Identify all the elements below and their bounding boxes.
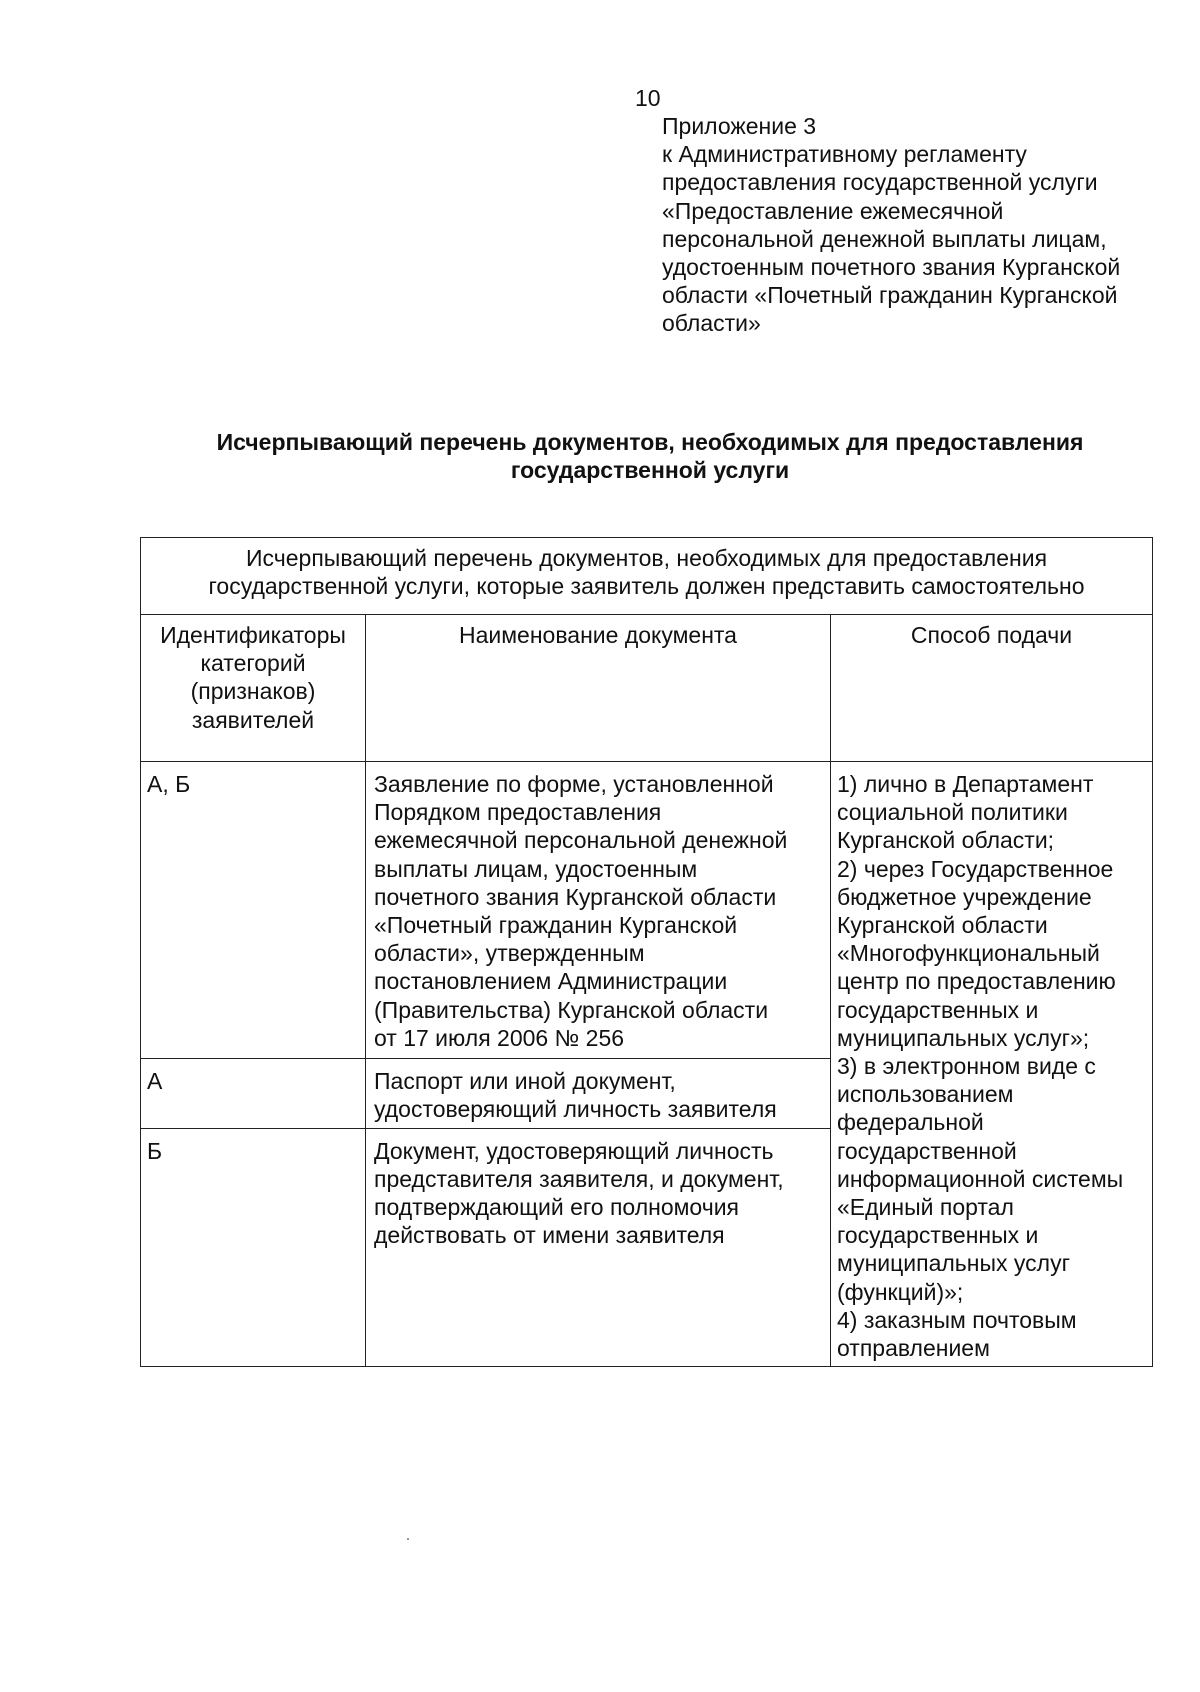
header-line: Способ подачи <box>910 622 1073 648</box>
submission-methods <box>831 762 1153 1367</box>
table-caption-line: Исчерпывающий перечень документов, необходимых для предоставления <box>246 545 1048 571</box>
document-line: от 17 июля 2006 № 256 <box>374 1024 625 1051</box>
method-line: использованием <box>837 1081 1014 1108</box>
page-number: 10 <box>635 85 661 111</box>
method-line: муниципальных услуг <box>837 1250 1070 1277</box>
method-line: государственных и <box>837 996 1039 1023</box>
method-line: бюджетное учреждение <box>837 883 1092 910</box>
method-line: Курганской области; <box>837 827 1055 854</box>
document-title-line: государственной услуги <box>510 457 790 483</box>
table-row <box>141 762 1153 1059</box>
table-caption-row <box>141 538 1153 615</box>
header-line: Идентификаторы <box>160 622 346 648</box>
document-line: Заявление по форме, установленной <box>374 771 774 797</box>
row-category-id: Б <box>141 1128 366 1367</box>
method-line: «Многофункциональный <box>837 940 1100 967</box>
header-line: заявителей <box>191 706 315 733</box>
row-document-name <box>366 1058 831 1128</box>
annex-line: удостоенным почетного звания Курганской <box>662 254 1121 281</box>
table-header-row <box>141 615 1153 762</box>
table-caption <box>141 538 1153 615</box>
header-document-name <box>366 615 831 762</box>
header-line: категорий <box>200 650 306 677</box>
annex-line: к Административному регламенту <box>662 141 1027 168</box>
annex-line: области» <box>662 310 761 337</box>
method-line: 4) заказным почтовым <box>837 1306 1077 1333</box>
method-line: государственной <box>837 1137 1017 1164</box>
row-document-name <box>366 762 831 1059</box>
document-line: Порядком предоставления <box>374 799 662 826</box>
row-document-name <box>366 1128 831 1367</box>
header-line: Наименование документа <box>459 622 737 648</box>
method-line: 3) в электронном виде с <box>837 1053 1096 1080</box>
method-line: 1) лично в Департамент <box>837 771 1094 797</box>
document-line: «Почетный гражданин Курганской <box>374 912 738 939</box>
header-applicant-categories <box>141 615 366 762</box>
scan-speck <box>407 1538 409 1540</box>
annex-header <box>662 112 1182 338</box>
method-line: государственных и <box>837 1222 1039 1249</box>
row-category-id: А, Б <box>141 762 366 1059</box>
document-line: подтверждающий его полномочия <box>374 1194 739 1221</box>
document-line: выплаты лицам, удостоенным <box>374 855 698 882</box>
document-line: (Правительства) Курганской области <box>374 996 769 1023</box>
annex-line: предоставления государственной услуги <box>662 169 1098 196</box>
header-line: (признаков) <box>190 678 316 705</box>
document-line: ежемесячной персональной денежной <box>374 827 788 854</box>
document-line: постановлением Администрации <box>374 968 728 995</box>
method-line: информационной системы <box>837 1165 1124 1192</box>
method-line: (функций)»; <box>837 1278 964 1305</box>
method-line: федеральной <box>837 1109 984 1136</box>
document-title <box>120 428 1180 484</box>
documents-table <box>140 537 1153 1367</box>
method-line: отправлением <box>837 1335 990 1362</box>
method-line: Курганской области <box>837 912 1048 939</box>
document-line: области», утвержденным <box>374 940 645 967</box>
document-line: Паспорт или иной документ, <box>374 1067 676 1094</box>
document-line: Документ, удостоверяющий личность <box>374 1137 774 1164</box>
header-submission-method <box>831 615 1153 762</box>
document-line: действовать от имени заявителя <box>374 1222 725 1249</box>
row-category-id: А <box>141 1058 366 1128</box>
document-title-line: Исчерпывающий перечень документов, необходимых для предоставления <box>216 429 1084 455</box>
method-line: муниципальных услуг»; <box>837 1024 1090 1051</box>
annex-line: области «Почетный гражданин Курганской <box>662 282 1118 309</box>
annex-line: персональной денежной выплаты лицам, <box>662 225 1107 252</box>
document-line: удостоверяющий личность заявителя <box>374 1096 777 1123</box>
document-line: представителя заявителя, и документ, <box>374 1165 784 1192</box>
annex-line: «Предоставление ежемесячной <box>662 197 1004 224</box>
document-line: почетного звания Курганской области <box>374 883 777 910</box>
method-line: центр по предоставлению <box>837 968 1116 995</box>
table-caption-line: государственной услуги, которые заявитель должен представить самостоятельно <box>208 573 1085 600</box>
method-line: 2) через Государственное <box>837 855 1114 882</box>
method-line: «Единый портал <box>837 1194 1014 1221</box>
annex-line: Приложение 3 <box>662 113 817 139</box>
method-line: социальной политики <box>837 799 1068 826</box>
